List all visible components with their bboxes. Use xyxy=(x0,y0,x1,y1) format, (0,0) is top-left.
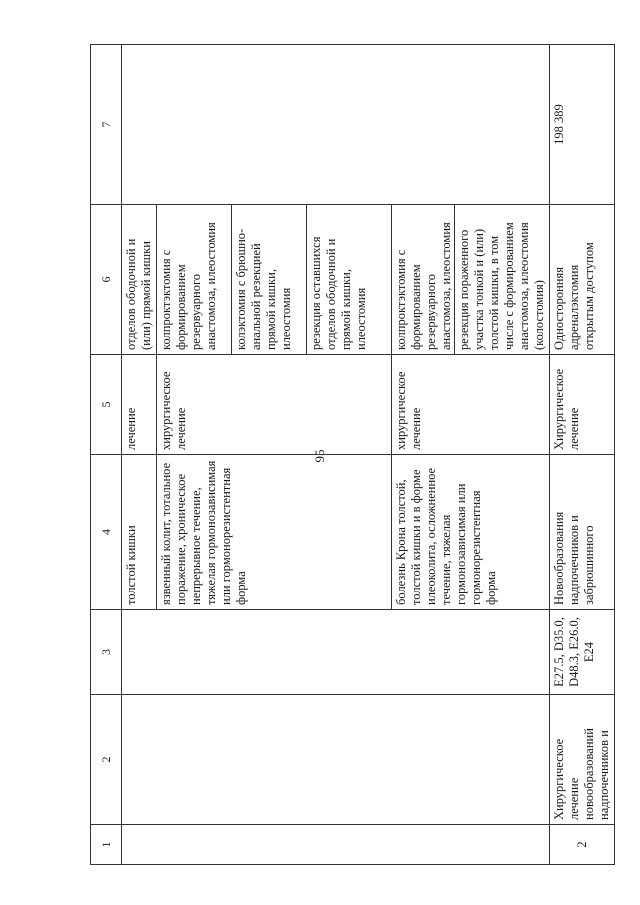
treatment-type-cell: хирургическое лечение xyxy=(392,355,550,455)
method-item: колэктомия с брюшно-анальной резекцией прямой кишки, илеостомия xyxy=(231,205,306,354)
table-row xyxy=(550,45,615,865)
column-header: 4 xyxy=(91,455,122,610)
cost-cell: 198 389 xyxy=(550,45,615,205)
column-header: 7 xyxy=(91,45,122,205)
treatment-type-cell: лечение xyxy=(122,355,157,455)
diagnosis-cell: Новообразования надпочечников и забрюшинного xyxy=(550,455,615,610)
table-row xyxy=(122,45,157,865)
column-header: 3 xyxy=(91,610,122,695)
column-header: 1 xyxy=(91,825,122,865)
method-cell xyxy=(157,205,392,355)
column-header: 5 xyxy=(91,355,122,455)
method-cell xyxy=(392,205,550,355)
method-item: колпроктэктомия с формированием резервуарного анастомоза, илеостомия xyxy=(394,222,453,350)
method-item: колпроктэктомия с формированием резервуарного анастомоза, илеостомия xyxy=(159,222,218,350)
diagnosis-cell: язвенный колит, тотальное поражение, хроническое непрерывное течение, тяжелая гормонозависимая или гормонорезистентная форма xyxy=(157,455,392,610)
diagnosis-cell: болезнь Крона толстой, толстой кишки и в форме илеоколита, осложненное течение, тяжелая гормонозависимая или гормонорезистентная форма xyxy=(392,455,550,610)
table-header-row xyxy=(91,45,122,865)
service-name-cell: Хирургическое лечение новообразований надпочечников и xyxy=(550,695,615,825)
page-number: 95 xyxy=(312,449,327,463)
rotated-table-sheet xyxy=(90,45,640,848)
medical-services-table xyxy=(90,44,615,865)
column-header: 6 xyxy=(91,205,122,355)
diagnosis-cell: толстой кишки xyxy=(122,455,157,610)
method-cell: Односторонняя адреналэктомия открытым доступом xyxy=(550,205,615,355)
column-header: 2 xyxy=(91,695,122,825)
method-cell: отделов ободочной и (или) прямой кишки xyxy=(122,205,157,355)
method-item: резекция пораженного участка тонкой и (или) толстой кишки, в том числе с формированием анастомоза, илеостомия (колостомия) xyxy=(454,205,549,354)
treatment-type-cell: хирургическое лечение xyxy=(157,355,392,455)
icd-code-cell: E27.5, D35.0, D48.3, E26.0, E24 xyxy=(550,610,615,695)
table-cell xyxy=(122,610,550,695)
method-item: резекция оставшихся отделов ободочной и прямой кишки, илеостомия xyxy=(306,205,391,354)
table-cell xyxy=(122,45,550,205)
treatment-type-cell: Хирургическое лечение xyxy=(550,355,615,455)
table-cell xyxy=(122,695,550,825)
table-cell xyxy=(122,825,550,865)
row-number-cell: 2 xyxy=(550,825,615,865)
